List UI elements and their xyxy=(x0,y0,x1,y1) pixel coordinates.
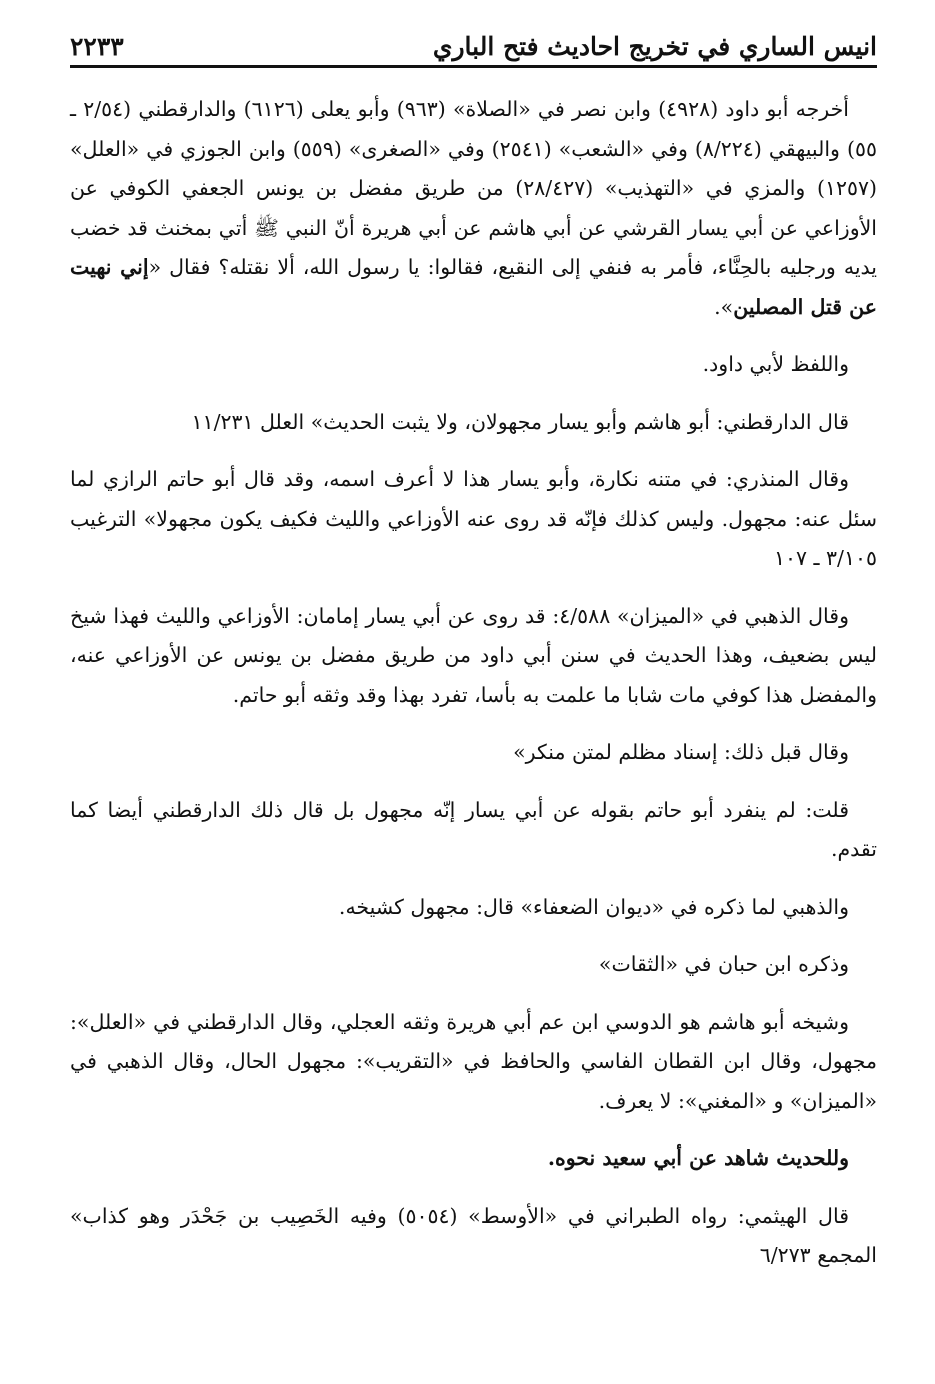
paragraph-qabla-dhalik: وقال قبل ذلك: إسناد مظلم لمتن منكر» xyxy=(513,740,849,764)
paragraph-daraqutni: قال الدارقطني: أبو هاشم وأبو يسار مجهولان، ولا يثبت الحديث» العلل ١١/٢٣١ xyxy=(191,409,849,434)
paragraph-lafz: واللفظ لأبي داود. xyxy=(702,352,849,376)
page-header xyxy=(70,24,877,68)
hadith-quote: إني نهيت عن قتل المصلين xyxy=(70,255,877,319)
page-number: ٢٢٣٣ xyxy=(70,32,124,61)
paragraph-takhrij xyxy=(70,90,877,327)
paragraph-haythami: قال الهيثمي: رواه الطبراني في «الأوسط» (٥٠٥٤) وفيه الخَصِيب بن جَحْدَر وهو كذاب» المجمع ٦/٢٧٣ xyxy=(70,1203,877,1267)
paragraph-abu-hashim: وشيخه أبو هاشم هو الدوسي ابن عم أبي هريرة وثقه العجلي، وقال الدارقطني في «العلل»: مجهول، وقال ابن القطان الفاسي والحافظ في «التقريب»: مجهول الحال، وقال الذهبي في «الميزان» و «المغني»: لا يعرف. xyxy=(70,1009,877,1113)
paragraph-qultu: قلت: لم ينفرد أبو حاتم بقوله عن أبي يسار إنّه مجهول بل قال ذلك الدارقطني أيضا كما تقدم. xyxy=(70,797,877,861)
paragraph-shahid: وللحديث شاهد عن أبي سعيد نحوه. xyxy=(547,1146,849,1170)
paragraph-text: أخرجه أبو داود (٤٩٢٨) وابن نصر في «الصلاة» (٩٦٣) وأبو يعلى (٦١٢٦) والدارقطني (٢/٥٤ ـ ٥٥) والبيهقي (٨/٢٢٤) وفي «الشعب» (٢٥٤١) وفي «الصغرى» (٥٥٩) وابن الجوزي في «العلل» (١٢٥٧) والمزي في «التهذيب» (٢٨/٤٢٧) من طريق مفضل بن يونس الجعفي الكوفي عن الأوزاعي عن أبي يسار القرشي عن أبي هاشم عن أبي هريرة أنّ النبي ﷺ أتي بمخنث قد خضب يديه ورجليه بالحِنَّاء، فأمر به فنفي إلى النقيع، فقالوا: يا رسول الله، ألا نقتله؟ فقال « xyxy=(70,97,877,279)
paragraph-dhahabi: وقال الذهبي في «الميزان» ٤/٥٨٨: قد روى عن أبي يسار إمامان: الأوزاعي والليث فهذا شيخ ليس بضعيف، وهذا الحديث في سنن أبي داود من طريق مفضل بن يونس عن الأوزاعي عنه، والمفضل هذا كوفي مات شابا ما علمت به بأسا، تفرد بهذا وقد وثقه أبو حاتم. xyxy=(70,603,877,707)
book-title: انيس الساري في تخريج احاديث فتح الباري xyxy=(432,32,877,61)
paragraph-diwan: والذهبي لما ذكره في «ديوان الضعفاء» قال: مجهول كشيخه. xyxy=(338,894,849,919)
page-body xyxy=(70,90,877,1294)
paragraph-thiqat: وذكره ابن حبان في «الثقات» xyxy=(598,952,849,976)
paragraph-text: ». xyxy=(714,294,734,319)
paragraph-mundhiri: وقال المنذري: في متنه نكارة، وأبو يسار هذا لا أعرف اسمه، وقد قال أبو حاتم الرازي لما سئل عنه: مجهول. وليس كذلك فإنّه قد روى عنه الأوزاعي والليث فكيف يكون مجهولا» الترغيب ٣/١٠٥ ـ ١٠٧ xyxy=(70,467,877,570)
